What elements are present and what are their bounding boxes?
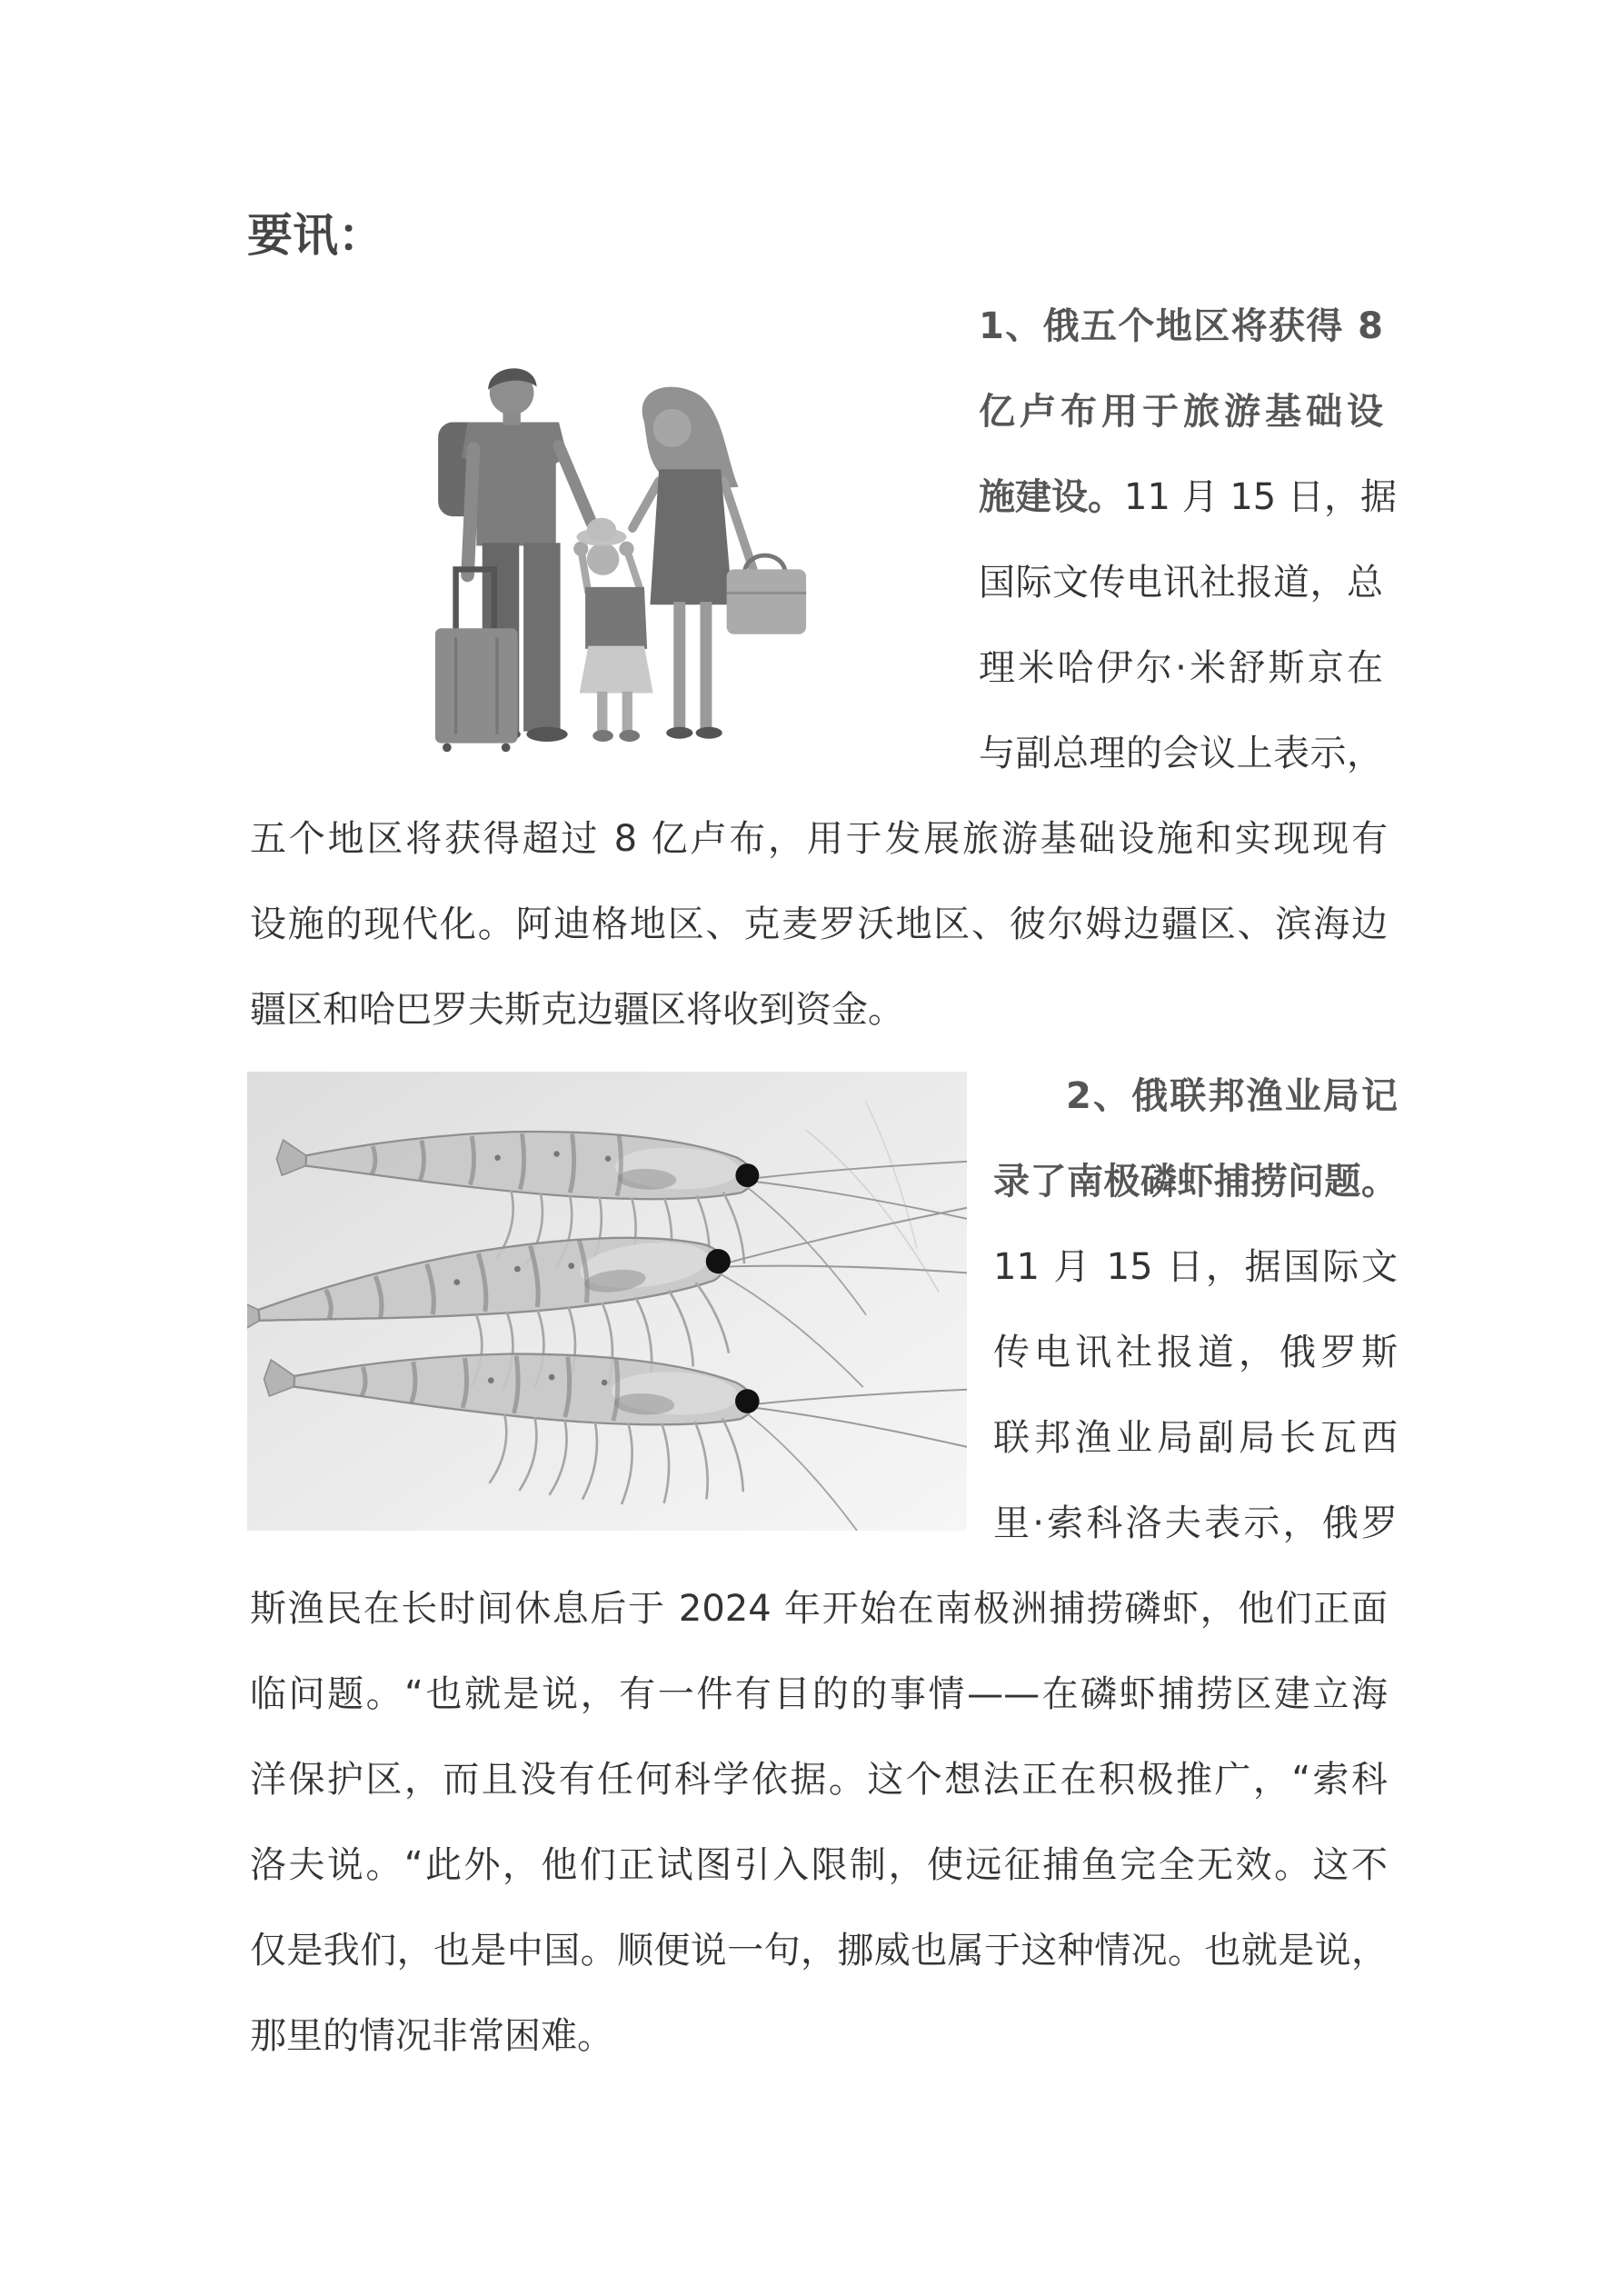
article-2-body-text: 11 月 15 日，据国际文 xyxy=(993,1246,1398,1288)
article-2-body-text: 里·索科洛夫表示，俄罗 xyxy=(993,1502,1398,1544)
article-2-body-text: 联邦渔业局副局长瓦西 xyxy=(993,1417,1398,1459)
article-2-side-column xyxy=(993,1053,1398,1566)
article-1-body-text: 国际文传电讯社报道，总 xyxy=(979,562,1383,604)
article-2-text-line xyxy=(250,1822,1388,1908)
handbag xyxy=(727,555,806,634)
article-2-text-line xyxy=(993,1053,1398,1139)
article-2-body-text: 洋保护区，而且没有任何科学依据。这个想法正在积极推广，“索科 xyxy=(250,1759,1388,1801)
article-1-title-text: 1、俄五个地区将获得 8 xyxy=(979,305,1383,347)
article-1-body-text: 设施的现代化。阿迪格地区、克麦罗沃地区、彼尔姆边疆区、滨海边 xyxy=(250,903,1388,945)
article-2-body-text: 那里的情况非常困难。 xyxy=(250,2015,613,2057)
child-figure xyxy=(573,518,652,742)
article-1-body-text: 五个地区将获得超过 8 亿卢布，用于发展旅游基础设施和实现现有 xyxy=(250,818,1388,860)
article-1-body-text: 与副总理的会议上表示， xyxy=(979,733,1383,774)
article-1-text-line xyxy=(979,369,1383,454)
article-2-body-text: 临问题。“也就是说，有一件有目的的事情——在磷虾捕捞区建立海 xyxy=(250,1673,1388,1715)
article-1-full-column xyxy=(250,796,1388,1053)
article-1-text-line xyxy=(979,711,1383,796)
article-1-text-line xyxy=(250,796,1388,882)
article-1-text-line xyxy=(979,540,1383,625)
article-2-text-line xyxy=(993,1310,1398,1395)
article-1-body-text: 理米哈伊尔·米舒斯京在 xyxy=(979,647,1383,689)
article-2-text-line xyxy=(250,1993,1388,2079)
article-2-text-line xyxy=(993,1139,1398,1224)
article-1-text-line xyxy=(979,284,1383,369)
article-1-text-line xyxy=(979,454,1397,540)
article-2-title-text: 2、俄联邦渔业局记 xyxy=(1066,1075,1398,1117)
article-1-text-line xyxy=(250,882,1388,967)
article-2-body-text: 洛夫说。“此外，他们正试图引入限制，使远征捕鱼完全无效。这不 xyxy=(250,1844,1388,1886)
article-2-title-text: 录了南极磷虾捕捞问题。 xyxy=(993,1161,1398,1203)
article-2-text-line xyxy=(250,1908,1388,1993)
article-2-text-line xyxy=(250,1737,1388,1822)
article-2-body-text: 传电讯社报道，俄罗斯 xyxy=(993,1332,1398,1373)
article-2-body-text: 斯渔民在长时间休息后于 2024 年开始在南极洲捕捞磷虾，他们正面 xyxy=(250,1588,1388,1630)
article-1-body-text: 11 月 15 日，据 xyxy=(1124,476,1397,518)
article-2-body-text: 仅是我们，也是中国。顺便说一句，挪威也属于这种情况。也就是说， xyxy=(250,1930,1388,1972)
family-travel-illustration xyxy=(412,343,830,761)
article-1-title-text: 施建设。 xyxy=(979,476,1124,518)
article-1-title-text: 亿卢布用于旅游基础设 xyxy=(979,391,1383,433)
article-2-text-line xyxy=(250,1566,1388,1652)
article-2-text-line xyxy=(993,1224,1398,1310)
article-1-text-line xyxy=(250,967,1388,1053)
article-2-text-line xyxy=(250,1652,1388,1737)
article-1-text-line xyxy=(979,625,1383,711)
antarctic-krill-photo xyxy=(247,1072,967,1531)
article-2-text-line xyxy=(993,1395,1398,1481)
article-1-side-column xyxy=(979,284,1397,796)
article-2-text-line xyxy=(993,1481,1398,1566)
article-1-body-text: 疆区和哈巴罗夫斯克边疆区将收到资金。 xyxy=(250,989,904,1031)
page-heading: 要讯： xyxy=(247,209,383,262)
article-2-full-column xyxy=(250,1566,1388,2079)
